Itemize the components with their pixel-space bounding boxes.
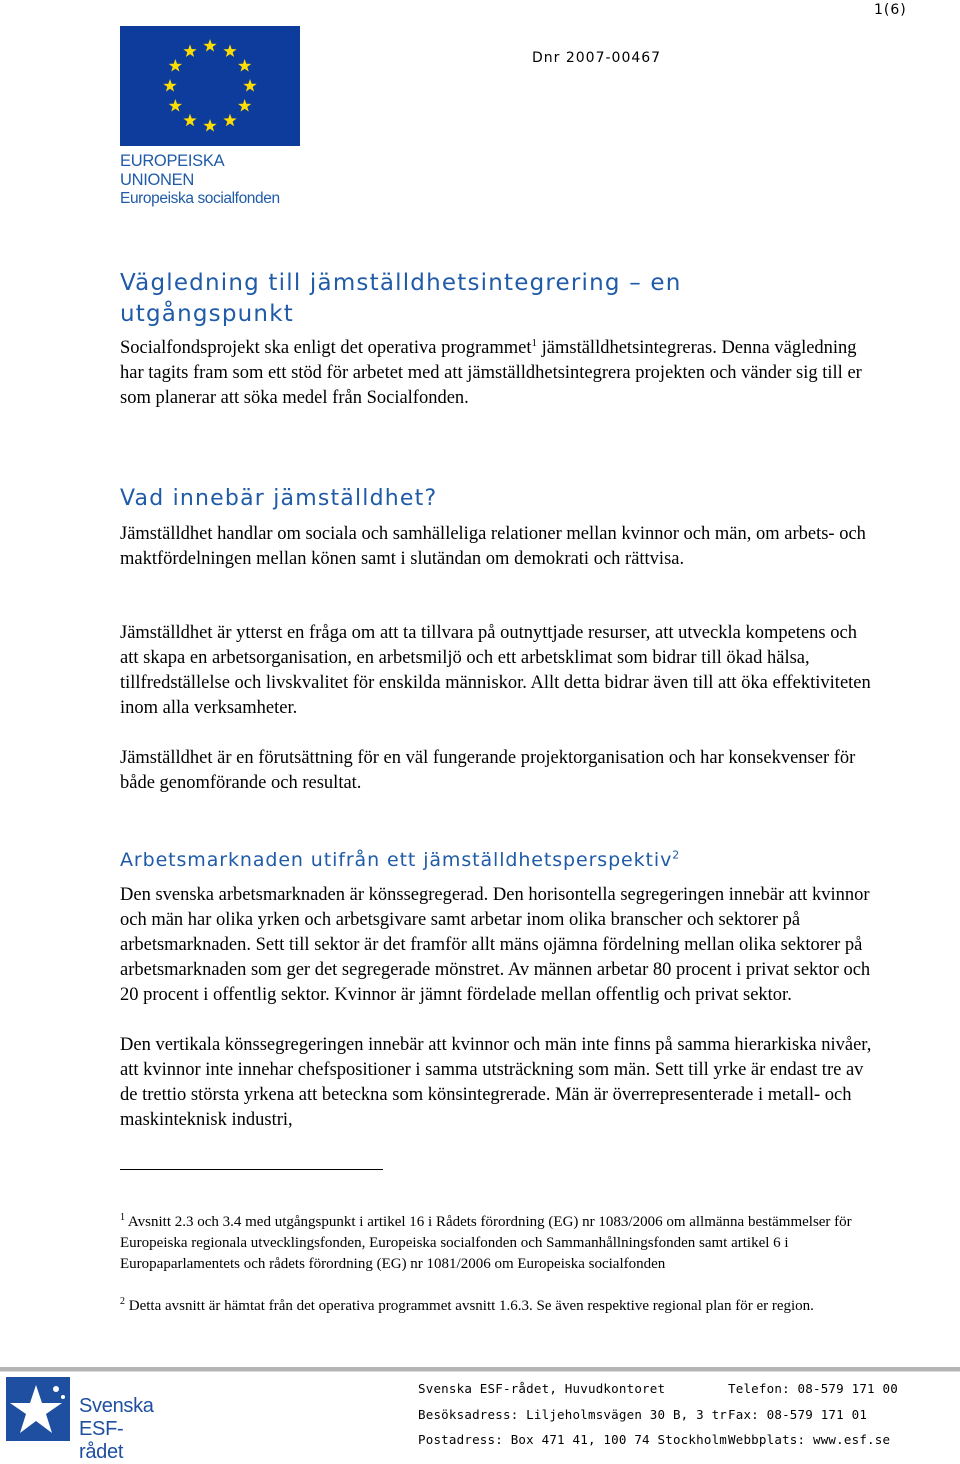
footer-phone: Telefon: 08-579 171 00: [728, 1381, 898, 1396]
eu-name: EUROPEISKA UNIONEN: [120, 152, 224, 189]
section-heading-arbetsmarknaden: Arbetsmarknaden utifrån ett jämställdhetsperspektiv$^2$: [120, 848, 681, 871]
document-title: [120, 268, 880, 330]
eu-subtitle: Europeiska socialfonden: [120, 190, 280, 207]
title-line-1: Vägledning till jämställdhetsintegrering – en: [120, 270, 682, 296]
esf-logo-line-2: ESF-rådet: [79, 1418, 124, 1463]
section1-paragraph-2: Jämställdhet är ytterst en fråga om att ta tillvara på outnyttjade resurser, att utveckla kompetens och att skapa en arbetsorganisation, en arbetsmiljö och ett arbetsklimat som bidrar till ökad hälsa, tillfredställelse och livskvalitet för enskilda människor. Allt detta bidrar även till att öka effektiviteten inom alla verksamheter.: [120, 623, 871, 718]
footnote-ref-1[interactable]: 1: [531, 336, 538, 349]
section1-paragraph-3: Jämställdhet är en förutsättning för en väl fungerande projektorganisation och har konsekvenser för både genomförande och resultat.: [120, 748, 856, 793]
title-line-2: utgångspunkt: [120, 301, 294, 327]
footnote-2: $^2$ Detta avsnitt är hämtat från det operativa programmet avsnitt 1.6.3. Se även respektive regional plan för er region.: [120, 1296, 814, 1314]
footer-divider-light: [0, 1371, 960, 1372]
footer-fax: Fax: 08-579 171 01: [728, 1407, 868, 1422]
section-heading-jamstalldhet: Vad innebär jämställdhet?: [120, 486, 438, 511]
footer-visit-address: Besöksadress: Liljeholmsvägen 30 B, 3 tr: [418, 1407, 728, 1422]
footnote-divider: [120, 1169, 383, 1170]
esf-star-icon: [6, 1377, 70, 1441]
footnote-ref-2[interactable]: 2: [672, 848, 681, 862]
footer-post-address: Postadress: Box 471 41, 100 74 Stockholm: [418, 1432, 728, 1447]
footnote-1: $^1$ Avsnitt 2.3 och 3.4 med utgångspunkt i artikel 16 i Rådets förordning (EG) nr 1083/2006 om allmänna bestämmelser för Europeiska regionala utvecklingsfonden, Europeiska socialfonden och Sammanhållningsfonden samt artikel 6 i Europaparlamentets och rådets förordning (EG) nr 1081/2006 om Europeiska socialfonden: [120, 1212, 852, 1272]
esf-logo: [6, 1375, 166, 1463]
footer-org: Svenska ESF-rådet, Huvudkontoret: [418, 1381, 666, 1396]
document-number: Dnr 2007-00467: [532, 50, 662, 66]
eu-flag-stars-icon: [120, 26, 300, 146]
footer-website[interactable]: Webbplats: www.esf.se: [728, 1432, 891, 1447]
section2-paragraph-2: Den vertikala könssegregeringen innebär att kvinnor och män inte finns på samma hierarkiska nivåer, att kvinnor inte innehar chefspositioner i samma utsträckning som män. Sett till yrke är endast tre av de trettio största yrkena att beteckna som könsintegrerade. Män är överrepresenterade i metall- och maskinteknisk industri,: [120, 1035, 872, 1130]
page-number: 1(6): [874, 2, 907, 18]
section2-paragraph-1: Den svenska arbetsmarknaden är könssegregerad. Den horisontella segregeringen innebär att kvinnor och män har olika yrken och arbetsgivare samt arbetar inom olika branscher och sektorer på arbetsmarknaden. Sett till sektor är det framför allt mäns ojämna fördelning mellan olika sektorer på arbetsmarknaden som ger det segregerade mönstret. Av männen arbetar 80 procent i privat sektor och 20 procent i offentlig sektor. Kvinnor är jämnt fördelade mellan offentlig och privat sektor.: [120, 885, 871, 1005]
section1-paragraph-1: Jämställdhet handlar om sociala och samhälleliga relationer mellan kvinnor och män, om arbets- och maktfördelningen mellan könen samt i slutändan om demokrati och rättvisa.: [120, 524, 866, 569]
eu-logo: [120, 26, 300, 208]
intro-paragraph: Socialfondsprojekt ska enligt det operativa programmet$^1$ jämställdhetsintegreras. Denna vägledning har tagits fram som ett stöd för arbetet med att jämställdhetsintegrera projekten och vänder sig till er som planerar att söka medel från Socialfonden.: [120, 336, 862, 408]
esf-logo-line-1: Svenska: [79, 1395, 154, 1417]
